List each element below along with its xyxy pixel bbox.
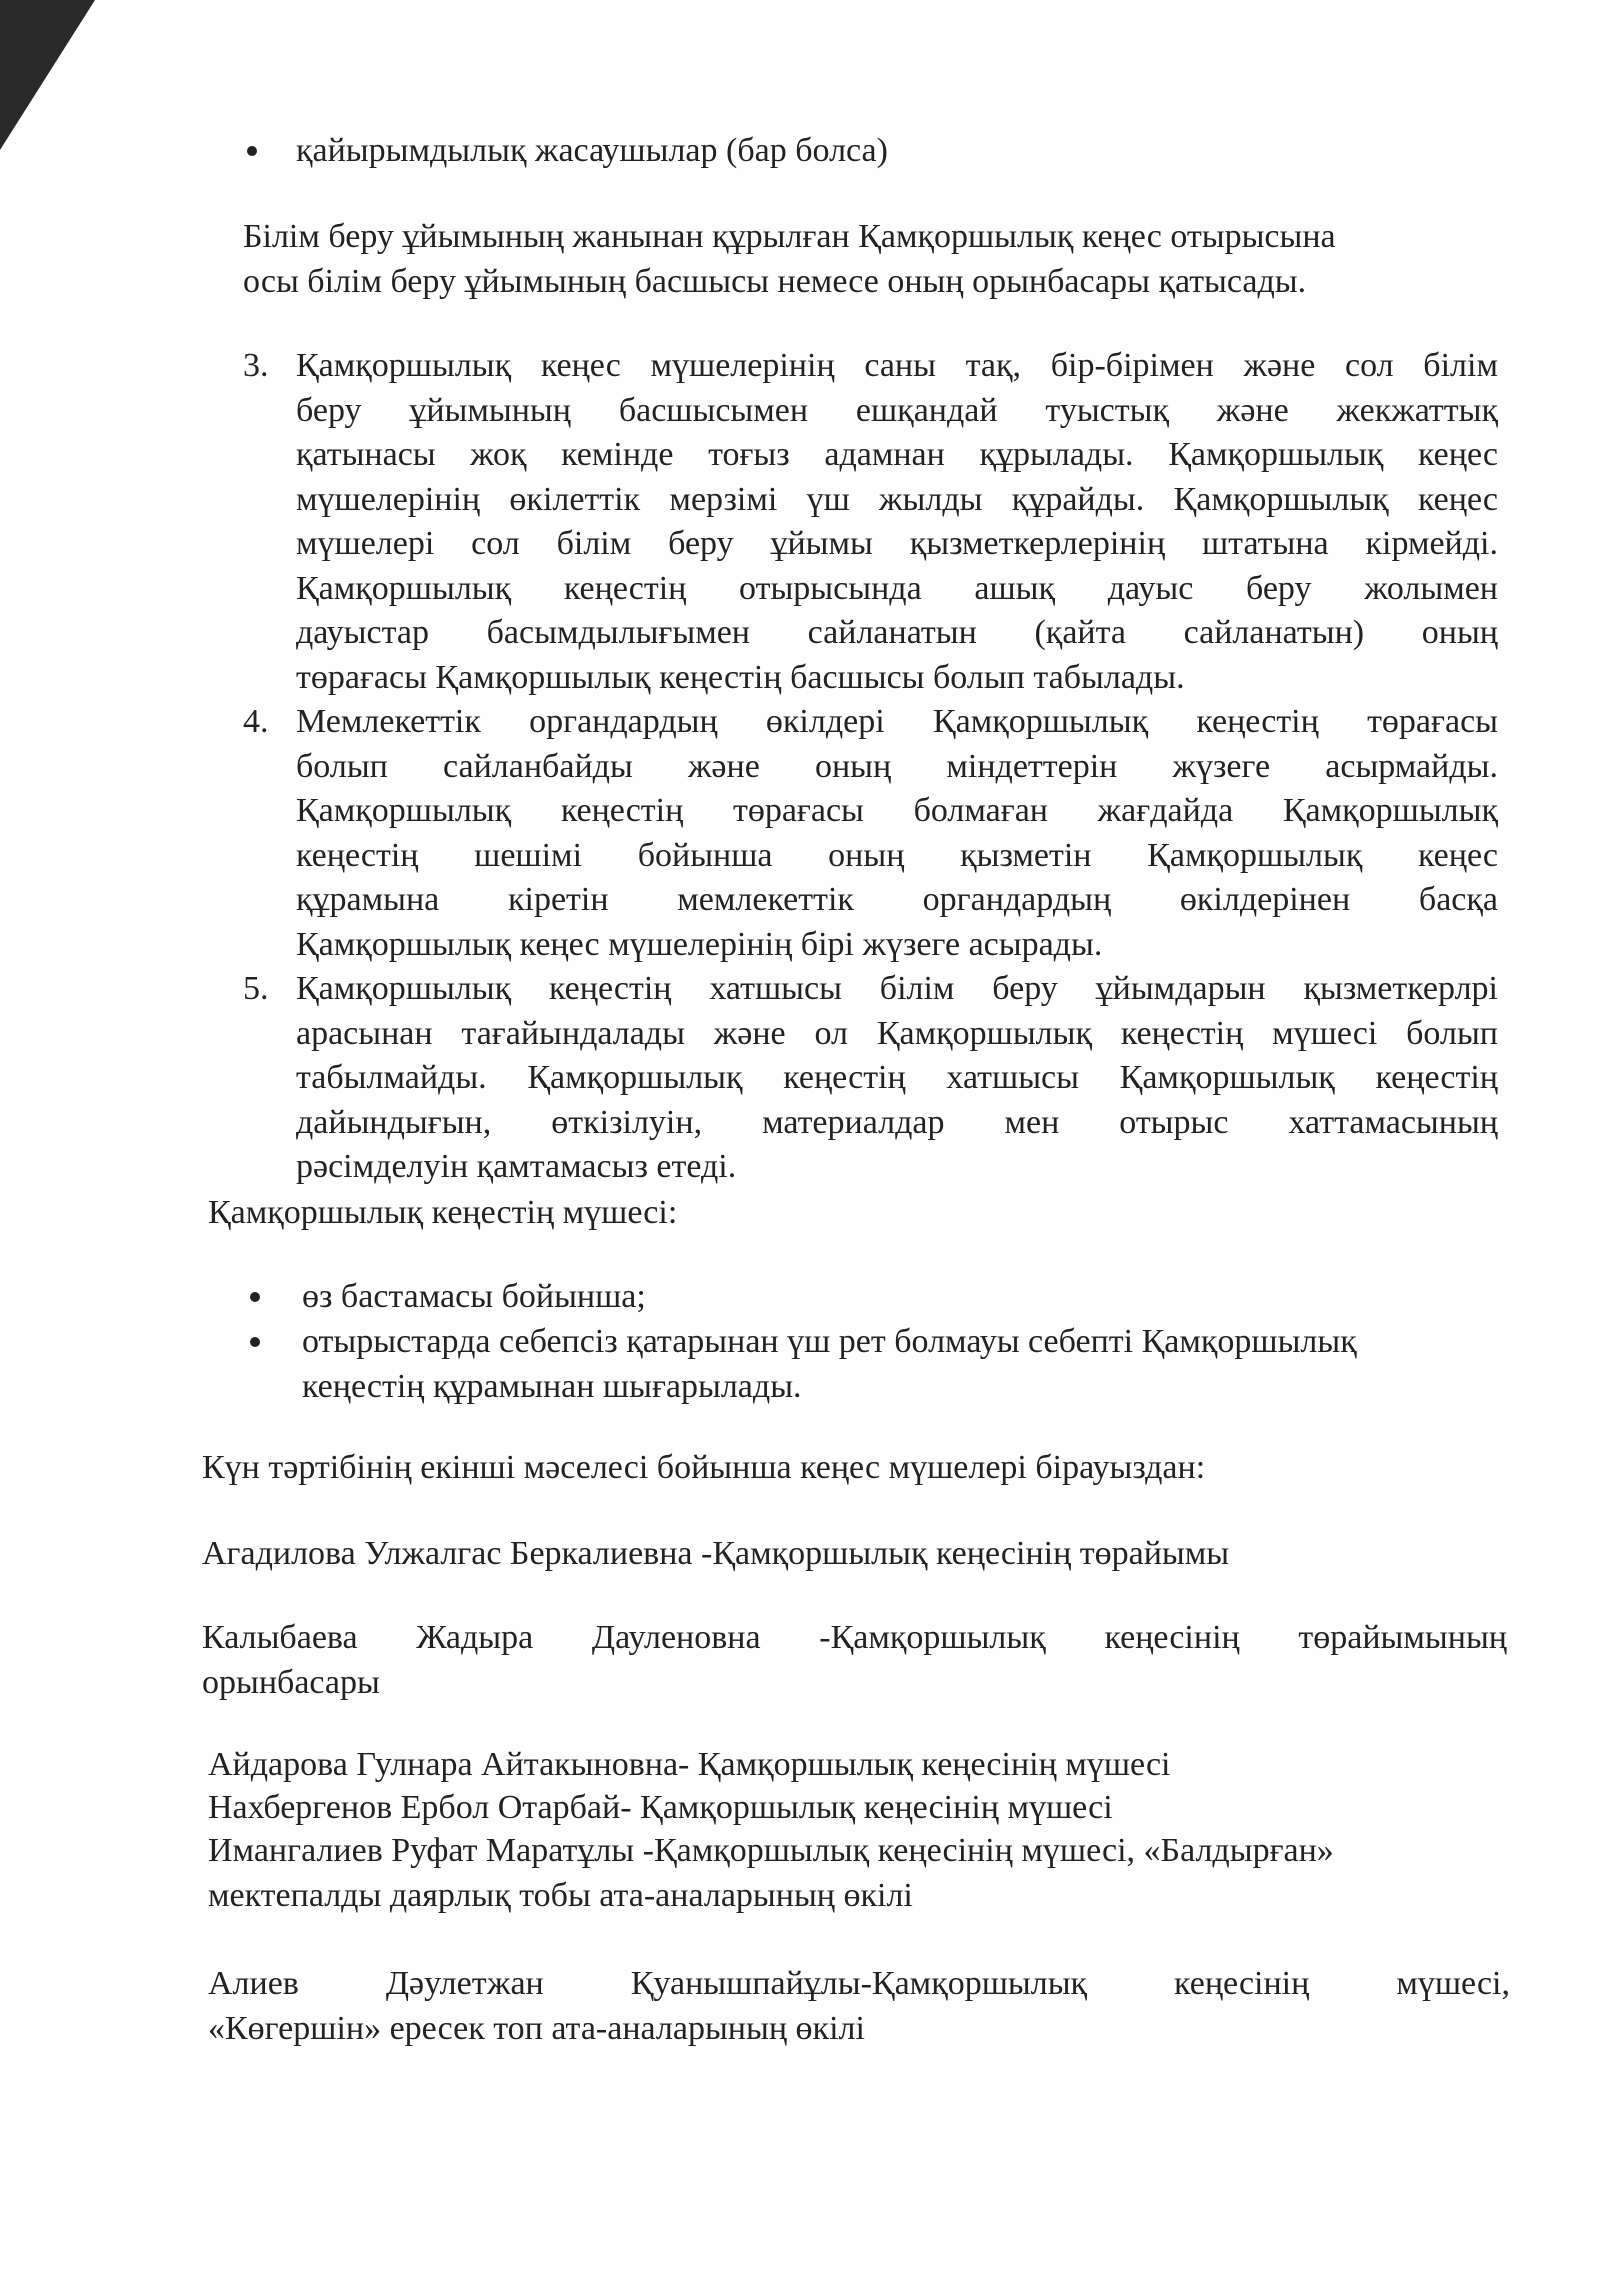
item-line: дайындығын, өткізілуін, материалдар мен отырыс хаттамасының [296,1103,1498,1141]
person-line: Алиев Дәулетжан Қуанышпайұлы-Қамқоршылық кеңесінің мүшесі, [208,1965,1510,2002]
item-line: кеңестің шешімі бойынша оның қызметін Қамқоршылық кеңес [296,836,1498,874]
item-line: беру ұйымының басшысымен ешқандай туыстық және жекжаттық [296,391,1498,429]
item-line: Қамқоршылық кеңестің хатшысы білім беру ұйымдарын қызметкерлрі [296,970,1498,1007]
bullet-dot [247,146,257,156]
person-entry: Нахбергенов Ербол Отарбай- Қамқоршылық кеңесінің мүшесі [208,1789,1113,1826]
item-line: болып сайланбайды және оның міндеттерін жүзеге асырмайды. [296,747,1498,785]
item-line: қатынасы жоқ кемінде тоғыз адамнан құрылады. Қамқоршылық кеңес [296,436,1498,473]
numbered-item-5 [296,967,1498,1190]
numbered-item-3 [296,344,1498,700]
agenda-line: Күн тәртібінің екінші мәселесі бойынша кеңес мүшелері бірауыздан: [202,1449,1206,1486]
item-line: арасынан тағайындалады және ол Қамқоршылық кеңестің мүшесі болып [296,1014,1498,1052]
person-line: «Көгершін» ересек топ ата-аналарының өкілі [208,2009,865,2047]
person-entry [208,1829,1518,1918]
item-line: Қамқоршылық кеңес мүшелерінің бірі жүзеге асырады. [296,925,1103,963]
bullet-line: отырыстарда себепсіз қатарынан үш рет болмауы себепті Қамқоршылық [302,1323,1357,1360]
person-line: Имангалиев Руфат Маратұлы -Қамқоршылық кеңесінің мүшесі, «Балдырған» [208,1832,1334,1869]
intro-line: Білім беру ұйымының жанынан құрылған Қамқоршылық кеңес отырысына [243,218,1336,255]
item-number: 5. [243,970,269,1007]
item-line: Қамқоршылық кеңестің отырысында ашық дауыс беру жолымен [296,569,1498,607]
item-line: мүшелерінің өкілеттік мерзімі үш жылды құрайды. Қамқоршылық кеңес [296,480,1498,518]
item-line: дауыстар басымдылығымен сайланатын (қайта сайланатын) оның [296,614,1498,651]
item-number: 4. [243,703,269,740]
item-line: құрамына кіретін мемлекеттік органдардың өкілдерінен басқа [296,881,1498,918]
person-line: Калыбаева Жадыра Дауленовна -Қамқоршылық кеңесінің төрайымының [202,1619,1507,1656]
member-bullet [302,1320,1502,1409]
item-line: Қамқоршылық кеңес мүшелерінің саны тақ, бір-бірімен және сол білім [296,347,1498,384]
item-line: мүшелері сол білім беру ұйымы қызметкерлерінің штатына кірмейді. [296,525,1498,562]
person-entry: Айдарова Гулнара Айтакыновна- Қамқоршылық кеңесінің мүшесі [208,1746,1171,1783]
member-heading: Қамқоршылық кеңестің мүшесі: [208,1194,678,1231]
scan-corner-shadow [0,0,95,150]
item-line: Мемлекеттік органдардың өкілдері Қамқоршылық кеңестің төрағасы [296,703,1498,740]
member-bullet: өз бастамасы бойынша; [302,1278,646,1315]
bullet-dot [250,1292,260,1302]
item-line: табылмайды. Қамқоршылық кеңестің хатшысы Қамқоршылық кеңестің [296,1059,1498,1096]
person-line: мектепалды даярлық тобы ата-аналарының өкілі [208,1876,913,1914]
numbered-item-4 [296,700,1498,967]
bullet-dot [250,1337,260,1347]
person-entry [202,1616,1507,1705]
intro-line: осы білім беру ұйымының басшысы немесе оның орынбасары қатысады. [243,262,1307,300]
intro-paragraph [243,215,1513,304]
item-number: 3. [243,347,269,384]
item-line: Қамқоршылық кеңестің төрағасы болмаған жағдайда Қамқоршылық [296,792,1498,829]
person-entry [208,1962,1510,2051]
person-entry: Агадилова Улжалгас Беркалиевна -Қамқоршылық кеңесінің төрайымы [202,1535,1230,1572]
item-line: төрағасы Қамқоршылық кеңестің басшысы болып табылады. [296,658,1185,696]
person-line: орынбасары [202,1663,380,1701]
bullet-charity: қайырымдылық жасаушылар (бар болса) [296,132,888,169]
item-line: рәсімделуін қамтамасыз етеді. [296,1148,737,1185]
bullet-line: кеңестің құрамынан шығарылады. [302,1367,802,1405]
